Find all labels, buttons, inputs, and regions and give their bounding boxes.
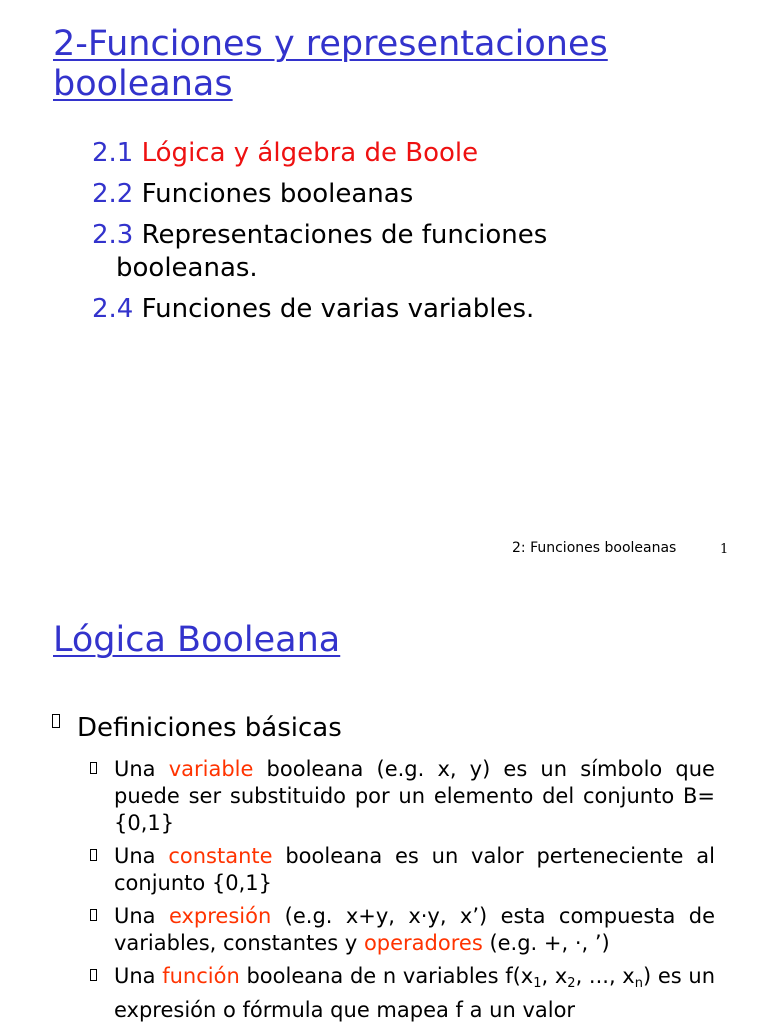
item-text: Una (114, 757, 169, 781)
item-text: Una (114, 904, 169, 928)
list-item (90, 756, 715, 837)
square-bullet-icon (90, 849, 97, 861)
toc-number: 2.2 (92, 179, 134, 209)
square-bullet-icon (90, 909, 97, 921)
toc-text: Funciones de varias variables. (141, 294, 535, 324)
list-item (90, 843, 715, 897)
toc-number: 2.3 (92, 220, 134, 250)
list-item (90, 963, 715, 1024)
slide-title[interactable]: 2-Funciones y representaciones booleanas (53, 24, 608, 104)
section-heading-text: Definiciones básicas (77, 713, 342, 743)
toc-item-2-4 (92, 293, 652, 326)
toc-text: Representaciones de funciones booleanas. (116, 220, 548, 283)
item-text: ) es un expresión o fórmula que mapea f a un valor (114, 964, 716, 1022)
highlight-term: expresión (168, 904, 272, 928)
item-text: booleana es un valor perteneciente al conjunto {0,1} (114, 844, 715, 895)
item-text: (e.g. x+y, x·y, x’) esta compuesta de variables, constantes y (114, 904, 715, 955)
toc-text: Lógica y álgebra de Boole (141, 138, 479, 168)
item-text: , x (541, 964, 568, 988)
highlight-term: variable (168, 757, 254, 781)
highlight-term: constante (168, 844, 273, 868)
item-text: Una (114, 844, 169, 868)
toc-item-2-1 (92, 137, 652, 170)
subscript: 1 (533, 976, 542, 991)
toc-number: 2.4 (92, 294, 134, 324)
highlight-term: operadores (363, 931, 483, 955)
page-number: 1 (720, 542, 729, 557)
toc-number: 2.1 (92, 138, 134, 168)
item-text: , ..., x (575, 964, 635, 988)
highlight-term: función (162, 964, 240, 988)
subscript: n (634, 976, 643, 991)
toc-item-2-2 (92, 178, 652, 211)
subscript: 2 (567, 976, 576, 991)
square-bullet-icon (90, 969, 97, 981)
item-text: booleana (e.g. x, y) es un símbolo que puede ser substituido por un elemento del conjunto B={0,1} (114, 757, 715, 835)
toc-text: Funciones booleanas (141, 179, 414, 209)
item-text: Una (114, 964, 163, 988)
square-bullet-icon (90, 762, 97, 774)
square-bullet-icon (52, 714, 60, 728)
footer-title: 2: Funciones booleanas (512, 540, 677, 556)
item-text: booleana de n variables f(x (239, 964, 534, 988)
item-text: (e.g. +, ·, ’) (482, 931, 610, 955)
slide-2 (0, 576, 768, 1024)
toc-item-2-3 (92, 219, 652, 285)
definition-list (90, 756, 715, 1030)
table-of-contents (92, 137, 652, 334)
list-item (90, 903, 715, 957)
slide-title[interactable]: Lógica Booleana (53, 620, 341, 660)
section-heading (52, 712, 342, 744)
